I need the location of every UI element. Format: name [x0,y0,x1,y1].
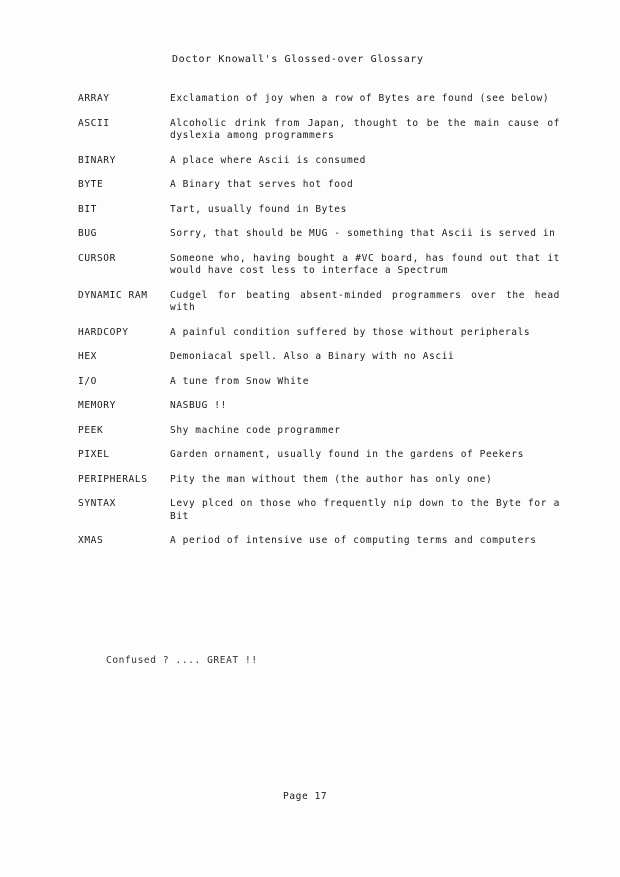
glossary-entry [78,327,560,340]
glossary-entry [78,253,560,278]
glossary-entry [78,118,560,143]
glossary-term: HARDCOPY [78,326,129,338]
glossary-definition: Demoniacal spell. Also a Binary with no Ascii [170,351,455,362]
glossary-term: ASCII [78,117,110,129]
glossary-entry [78,449,560,462]
glossary-term: BYTE [78,179,104,190]
glossary-term: BINARY [78,154,116,166]
glossary-term: DYNAMIC RAM [78,289,148,301]
glossary-definition: Tart, usually found in Bytes [170,203,347,215]
glossary-entry [78,498,560,523]
glossary-term: CURSOR [78,252,116,264]
glossary-definition: Alcoholic drink from Japan, thought to be the main cause of dyslexia among programmers [170,117,560,141]
glossary-entry [78,204,560,217]
glossary-definition: Garden ornament, usually found in the gardens of Peekers [170,449,524,460]
glossary-term: PERIPHERALS [78,473,148,485]
glossary-entry [78,376,560,389]
glossary-entry [78,474,560,487]
glossary-term: I/O [78,375,97,387]
glossary-definition: A painful condition suffered by those without peripherals [170,326,531,338]
glossary-term: BIT [78,203,97,215]
glossary-entry [78,228,560,241]
glossary-term: SYNTAX [78,498,116,509]
glossary-entry [78,290,560,315]
glossary-definition: Sorry, that should be MUG - something that Ascii is served in [170,228,556,239]
glossary-term: XMAS [78,535,104,546]
footer-note: Confused ? .... GREAT !! [106,655,258,666]
glossary-entry [78,179,560,192]
glossary-term: MEMORY [78,400,116,411]
glossary-entry [78,535,560,548]
glossary-definition: Levy plced on those who frequently nip down to the Byte for a Bit [170,498,560,522]
glossary-definition: Exclamation of joy when a row of Bytes are found (see below) [170,93,550,104]
glossary-definition: A place where Ascii is consumed [170,154,366,166]
glossary-definition: Someone who, having bought a #VC board, has found out that it would have cost less to interface a Spectrum [170,252,560,276]
glossary-definition: Shy machine code programmer [170,424,341,436]
glossary-entry [78,425,560,438]
page-number: Page 17 [283,791,328,802]
glossary-term: PEEK [78,424,104,436]
glossary-term: ARRAY [78,93,110,104]
glossary-definition: A period of intensive use of computing terms and computers [170,535,537,546]
glossary-definition: A Binary that serves hot food [170,179,354,190]
glossary-term: PIXEL [78,449,110,460]
glossary-entry [78,93,560,106]
glossary-term: HEX [78,351,97,362]
glossary-definition: Pity the man without them (the author has only one) [170,473,493,485]
glossary-list [78,93,560,560]
page-title: Doctor Knowall's Glossed-over Glossary [172,54,424,65]
glossary-definition: NASBUG !! [170,400,227,411]
glossary-term: BUG [78,228,97,239]
glossary-definition: Cudgel for beating absent-minded programmers over the head with [170,289,560,313]
glossary-entry [78,351,560,364]
glossary-entry [78,155,560,168]
glossary-definition: A tune from Snow White [170,375,310,387]
glossary-entry [78,400,560,413]
